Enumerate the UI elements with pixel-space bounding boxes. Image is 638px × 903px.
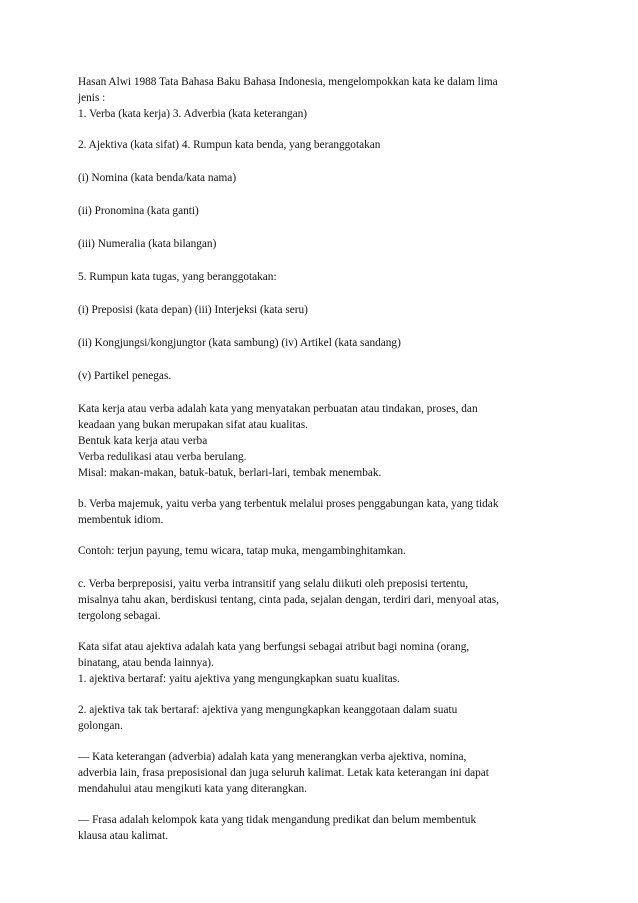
text-line: 1. Verba (kata kerja) 3. Adverbia (kata keterangan) <box>78 108 308 120</box>
text-line: (iii) Numeralia (kata bilangan) <box>78 238 217 250</box>
text-line: keadaan yang bukan merupakan sifat atau kualitas. <box>78 419 308 431</box>
paragraph <box>78 302 578 318</box>
text-line: Contoh: terjun payung, temu wicara, tatap muka, mengambinghitamkan. <box>78 545 406 557</box>
text-line: b. Verba majemuk, yaitu verba yang terbentuk melalui proses penggabungan kata, yang tidak <box>78 498 499 510</box>
text-line: Verba redulikasi atau verba berulang. <box>78 451 247 463</box>
text-line: binatang, atau benda lainnya). <box>78 657 214 669</box>
text-line: (v) Partikel penegas. <box>78 370 172 382</box>
text-line: — Kata keterangan (adverbia) adalah kata yang menerangkan verba ajektiva, nomina, <box>78 751 467 763</box>
paragraph <box>78 401 578 481</box>
text-line: adverbia lain, frasa preposisional dan juga seluruh kalimat. Letak kata keterangan ini dapat <box>78 767 489 779</box>
paragraph <box>78 543 578 559</box>
text-line: golongan. <box>78 720 123 732</box>
document-page <box>78 74 578 859</box>
paragraph <box>78 812 578 844</box>
paragraph <box>78 137 578 153</box>
paragraph <box>78 702 578 734</box>
text-line: Hasan Alwi 1988 Tata Bahasa Baku Bahasa Indonesia, mengelompokkan kata ke dalam lima <box>78 76 498 88</box>
paragraph <box>78 236 578 252</box>
text-line: (ii) Pronomina (kata ganti) <box>78 205 199 217</box>
text-line: 2. ajektiva tak tak bertaraf: ajektiva yang mengungkapkan keanggotaan dalam suatu <box>78 704 458 716</box>
paragraph <box>78 368 578 384</box>
text-line: membentuk idiom. <box>78 514 164 526</box>
text-line: (i) Nomina (kata benda/kata nama) <box>78 172 237 184</box>
text-line: Kata sifat atau ajektiva adalah kata yang berfungsi sebagai atribut bagi nomina (orang, <box>78 641 470 653</box>
text-line: c. Verba berpreposisi, yaitu verba intransitif yang selalu diikuti oleh preposisi tertentu, <box>78 578 469 590</box>
text-line: jenis : <box>78 92 106 104</box>
paragraph <box>78 170 578 186</box>
text-line: 2. Ajektiva (kata sifat) 4. Rumpun kata benda, yang beranggotakan <box>78 139 381 151</box>
text-line: Kata kerja atau verba adalah kata yang menyatakan perbuatan atau tindakan, proses, dan <box>78 403 478 415</box>
text-line: Bentuk kata kerja atau verba <box>78 435 208 447</box>
text-line: — Frasa adalah kelompok kata yang tidak mengandung predikat dan belum membentuk <box>78 814 477 826</box>
paragraph <box>78 269 578 285</box>
text-line: Misal: makan-makan, batuk-batuk, berlari-lari, tembak menembak. <box>78 467 382 479</box>
text-line: klausa atau kalimat. <box>78 830 169 842</box>
text-line: tergolong sebagai. <box>78 610 161 622</box>
paragraph <box>78 496 578 528</box>
text-line: misalnya tahu akan, berdiskusi tentang, cinta pada, sejalan dengan, terdiri dari, menyoal atas, <box>78 594 499 606</box>
paragraph <box>78 203 578 219</box>
paragraph <box>78 749 578 797</box>
paragraph <box>78 335 578 351</box>
paragraph <box>78 576 578 624</box>
paragraph <box>78 74 578 122</box>
text-line: 1. ajektiva bertaraf: yaitu ajektiva yang mengungkapkan suatu kualitas. <box>78 673 400 685</box>
text-line: mendahului atau mengikuti kata yang diterangkan. <box>78 783 308 795</box>
text-line: (ii) Kongjungsi/kongjungtor (kata sambung) (iv) Artikel (kata sandang) <box>78 337 401 349</box>
text-line: (i) Preposisi (kata depan) (iii) Interjeksi (kata seru) <box>78 304 308 316</box>
paragraph <box>78 639 578 687</box>
text-line: 5. Rumpun kata tugas, yang beranggotakan: <box>78 271 277 283</box>
